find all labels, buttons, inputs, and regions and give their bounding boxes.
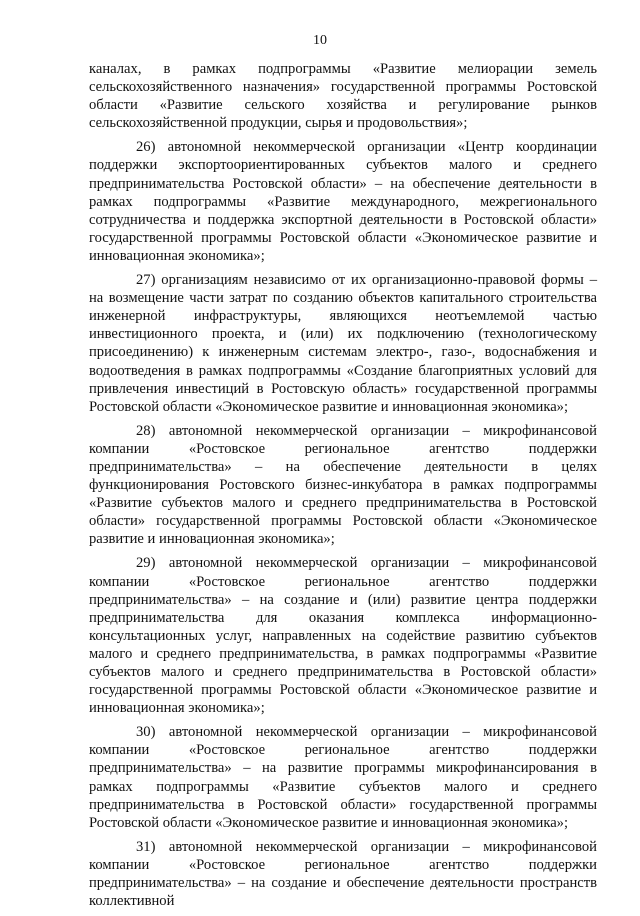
paragraph-item-26: 26) автономной некоммерческой организации «Центр координации поддержки экспортоориентированных субъектов малого и среднего предпринимательства Ростовской области» – на обеспечение деятельности в рамках подпрограммы «Развитие международного, межрегионального сотрудничества и поддержка экспортной деятельности в Ростовской области» государственной программы Ростовской области «Экономическое развитие и инновационная экономика»; (89, 139, 597, 264)
paragraph-item-31: 31) автономной некоммерческой организации – микрофинансовой компании «Ростовское региональное агентство поддержки предпринимательства» – на создание и обеспечение деятельности пространств коллективной (89, 838, 597, 910)
paragraph-item-27: 27) организациям независимо от их организационно-правовой формы – на возмещение части затрат по созданию объектов капитального строительства инженерной инфраструктуры, являющихся неотъемлемой частью инвестиционного проекта, и (или) их подключению (технологическому присоединению) к инженерным системам электро-, газо-, водоснабжения и водоотведения в рамках подпрограммы «Создание благоприятных условий для привлечения инвестиций в Ростовскую область» государственной программы Ростовской области «Экономическое развитие и инновационная экономика»; (89, 272, 597, 415)
document-body (89, 60, 597, 916)
paragraph-item-28: 28) автономной некоммерческой организации – микрофинансовой компании «Ростовское региональное агентство поддержки предпринимательства» – на обеспечение деятельности в целях функционирования Ростовского бизнес-инкубатора в рамках подпрограммы «Развитие субъектов малого и среднего предпринимательства в Ростовской области» государственной программы Ростовской области «Экономическое развитие и инновационная экономика»; (89, 422, 597, 548)
page-number: 10 (313, 33, 327, 48)
paragraph-continued: каналах, в рамках подпрограммы «Развитие мелиорации земель сельскохозяйственного назначения» государственной программы Ростовской области «Развитие сельского хозяйства и регулирование рынков сельскохозяйственной продукции, сырья и продовольствия»; (89, 61, 597, 132)
paragraph-item-29: 29) автономной некоммерческой организации – микрофинансовой компании «Ростовское региональное агентство поддержки предпринимательства» – на создание и (или) развитие центра поддержки предпринимательства для оказания комплекса информационно-консультационных услуг, направленных на содействие развитию субъектов малого и среднего предпринимательства, в рамках подпрограммы «Развитие субъектов малого и среднего предпринимательства в Ростовской области» государственной программы Ростовской области «Экономическое развитие и инновационная экономика»; (89, 555, 597, 717)
paragraph-item-30: 30) автономной некоммерческой организации – микрофинансовой компании «Ростовское региональное агентство поддержки предпринимательства» – на развитие программы микрофинансирования в рамках подпрограммы «Развитие субъектов малого и среднего предпринимательства в Ростовской области» государственной программы Ростовской области «Экономическое развитие и инновационная экономика»; (89, 724, 597, 831)
